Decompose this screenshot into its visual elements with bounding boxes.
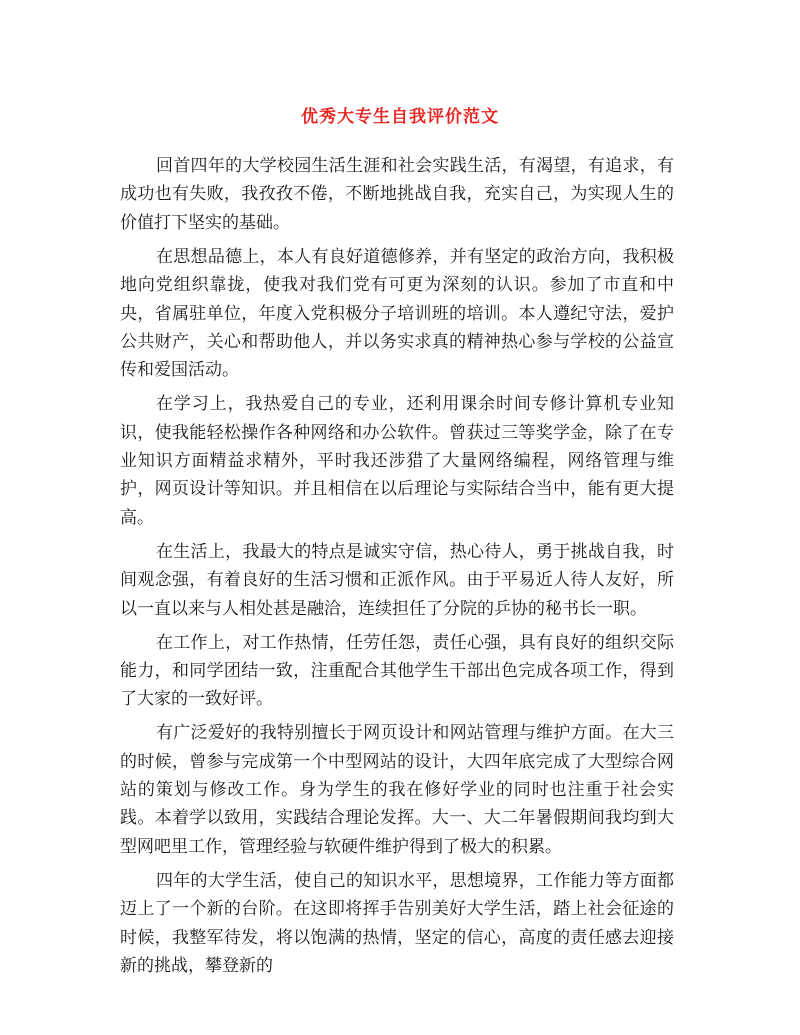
document-title: 优秀大专生自我评价范文 bbox=[301, 107, 499, 127]
paragraph-hobbies: 有广泛爱好的我特别擅长于网页设计和网站管理与维护方面。在大三的时候，曾参与完成第一个中型网站的设计，大四年底完成了大型综合网站的策划与修改工作。身为学生的我在修好学业的同时也注重于社会实践。本着学以致用，实践结合理论发挥。大一、大二年暑假期间我均到大型网吧里工作，管理经验与软硬件维护得到了极大的积累。 bbox=[120, 723, 674, 857]
paragraph-intro: 回首四年的大学校园生活生涯和社会实践生活，有渴望，有追求，有成功也有失败，我孜孜不倦，不断地挑战自我，充实自己，为实现人生的价值打下坚实的基础。 bbox=[120, 156, 674, 233]
paragraph-work: 在工作上，对工作热情，任劳任怨，责任心强，具有良好的组织交际能力，和同学团结一致，注重配合其他学生干部出色完成各项工作，得到了大家的一致好评。 bbox=[120, 632, 674, 710]
document-body bbox=[120, 152, 674, 986]
paragraph-life: 在生活上，我最大的特点是诚实守信，热心待人，勇于挑战自我，时间观念强，有着良好的生活习惯和正派作风。由于平易近人待人友好，所以一直以来与人相处甚是融洽，连续担任了分院的乒协的秘书长一职。 bbox=[120, 541, 674, 619]
paragraph-study: 在学习上，我热爱自己的专业，还利用课余时间专修计算机专业知识，使我能轻松操作各种网络和办公软件。曾获过三等奖学金，除了在专业知识方面精益求精外，平时我还涉猎了大量网络编程，网络管理与维护，网页设计等知识。并且相信在以后理论与实际结合当中，能有更大提高。 bbox=[120, 394, 674, 528]
paragraph-conclusion: 四年的大学生活，使自己的知识水平，思想境界，工作能力等方面都迈上了一个新的台阶。在这即将挥手告别美好大学生活，踏上社会征途的时候，我整军待发，将以饱满的热情，坚定的信心，高度的责任感去迎接新的挑战，攀登新的 bbox=[120, 870, 674, 976]
paragraph-ideology: 在思想品德上，本人有良好道德修养，并有坚定的政治方向，我积极地向党组织靠拢，使我对我们党有可更为深刻的认识。参加了市直和中央，省属驻单位，年度入党积极分子培训班的培训。本人遵纪守法，爱护公共财产，关心和帮助他人，并以务实求真的精神热心参与学校的公益宣传和爱国活动。 bbox=[120, 246, 674, 381]
